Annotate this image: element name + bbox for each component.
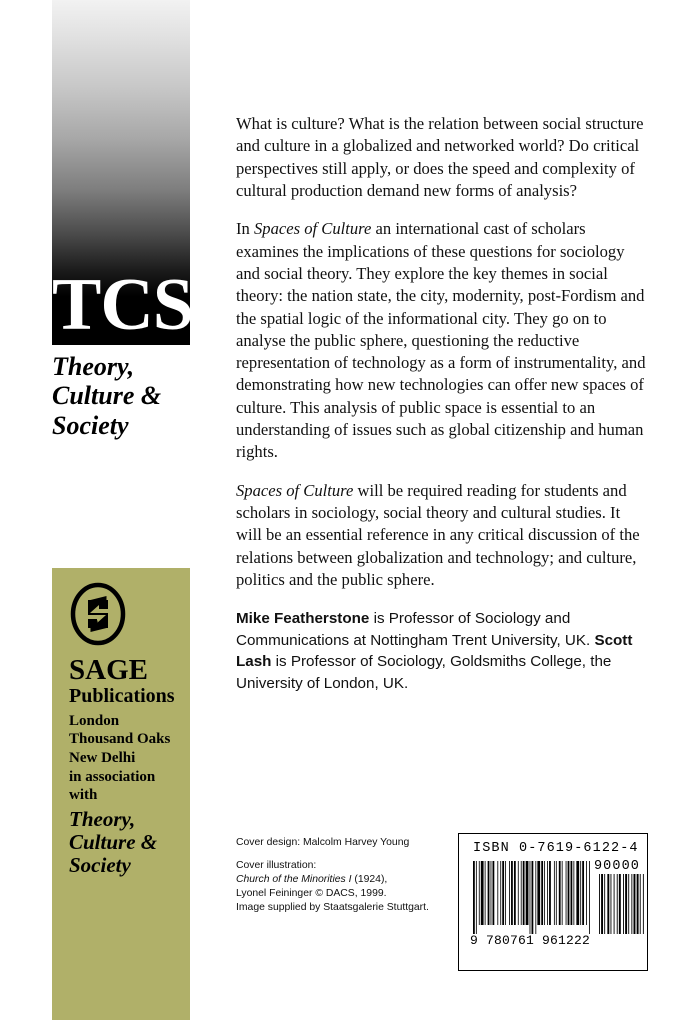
sage-association-line-1: in association: [69, 769, 156, 785]
ean13-digits: 9 780761 961222: [470, 933, 591, 948]
author-biographies: Mike Featherstone is Professor of Sociology and Communications at Nottingham Trent University, UK. Scott Lash is Professor of Sociology, Goldsmiths College, the University of London, UK.: [236, 610, 633, 692]
blurb-text: [236, 113, 650, 591]
tcs-wordmark: [52, 352, 202, 440]
sage-series-line-1: Theory,: [69, 807, 136, 831]
blurb-paragraph-1: What is culture? What is the relation between social structure and culture in a globalized and networked world? Do critical perspectives still apply, or does the speed and complexity of cultural production demand new forms of analysis?: [236, 114, 644, 200]
blurb-paragraph-2: In Spaces of Culture an international cast of scholars examines the implications of these questions for sociology and social theory. They explore the key themes in social theory: the nation state, the city, modernity, post-Fordism and the spatial logic of the informational city. They go on to analyse the public sphere, questioning the reductive representation of technology as a form of instrumentality, and demonstrating how new technologies can offer new spaces of culture. This analysis of public space is essential to an understanding of issues such as global citizenship and human rights.: [236, 219, 646, 462]
isbn-barcode-box: [458, 833, 648, 971]
tcs-monogram: TCS: [52, 263, 193, 346]
ean5-addon-bars: [599, 874, 645, 934]
sage-association-line-2: with: [69, 787, 98, 803]
sage-cities: [69, 712, 170, 767]
sage-s-logo-icon: [70, 582, 126, 646]
artist-line: Lyonel Feininger © DACS, 1999.: [236, 887, 387, 899]
illustration-label: Cover illustration:: [236, 859, 317, 871]
tcs-wordmark-line-1: Theory,: [52, 352, 135, 381]
artwork-year: (1924),: [351, 873, 388, 885]
sage-city-new-delhi: New Delhi: [69, 749, 136, 766]
artwork-title-line: [236, 873, 451, 887]
tcs-wordmark-line-2: Culture &: [52, 381, 162, 411]
sage-series-line-3: Society: [69, 853, 131, 878]
sage-series-line-2: Culture &: [69, 830, 158, 855]
tcs-wordmark-line-3: Society: [52, 410, 129, 440]
isbn-label: ISBN 0-7619-6122-4: [473, 841, 639, 856]
cover-illustration-credit: [236, 859, 451, 915]
cover-credits: [236, 836, 451, 915]
barcode-addon-label: 90000: [593, 859, 640, 874]
sage-series-wordmark: [69, 808, 157, 877]
sage-association: [69, 768, 155, 804]
artwork-title: Church of the Minorities I: [236, 873, 352, 885]
sage-name: SAGE: [69, 654, 148, 686]
blurb-paragraph-3: Spaces of Culture will be required reading for students and scholars in sociology, social theory and cultural studies. It will be an essential reference in any critical discussion of the relations between globalization and technology; and culture, politics and the public sphere.: [236, 480, 640, 589]
sage-city-london: London: [69, 713, 120, 729]
image-source-line: Image supplied by Staatsgalerie Stuttgart.: [236, 901, 429, 913]
tcs-gradient-block: [52, 0, 193, 346]
cover-design-credit: Cover design: Malcolm Harvey Young: [236, 837, 410, 848]
sage-city-thousand-oaks: Thousand Oaks: [69, 731, 171, 748]
ean13-bars: [473, 861, 591, 934]
sage-publisher-panel: [52, 568, 190, 1020]
sage-subtitle: Publications: [69, 685, 175, 707]
